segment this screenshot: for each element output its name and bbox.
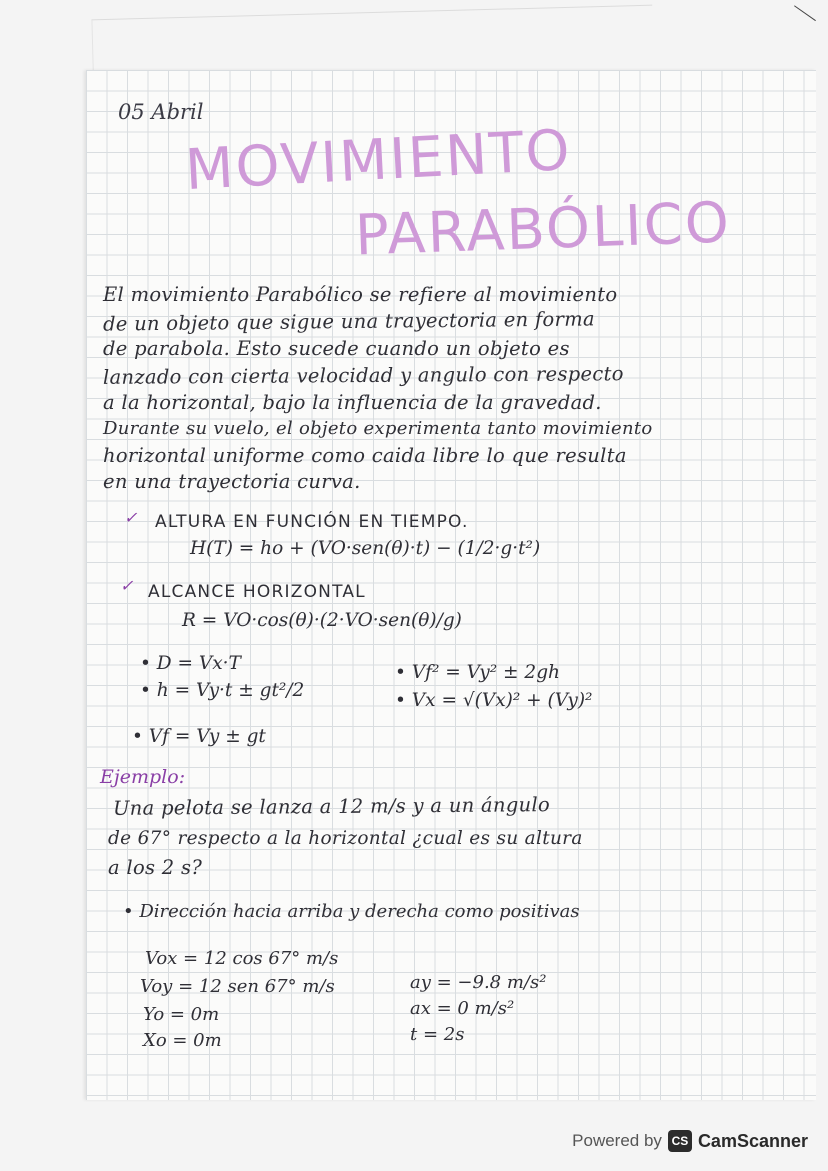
value-ay: ay = −9.8 m/s² xyxy=(410,972,547,993)
formula-final-velocity: • Vf = Vy ± gt xyxy=(132,726,266,747)
paragraph-line: horizontal uniforme como caida libre lo que resulta xyxy=(103,444,627,467)
paragraph-line: en una trayectoria curva. xyxy=(103,470,361,493)
paragraph-line: Durante su vuelo, el objeto experimenta tanto movimiento xyxy=(103,418,653,439)
check-mark: ✓ xyxy=(124,508,138,527)
value-voy: Voy = 12 sen 67° m/s xyxy=(140,976,335,997)
formula-velocity-x: • Vx = √(Vx)² + (Vy)² xyxy=(395,690,593,711)
formula-distance: • D = Vx·T xyxy=(140,653,241,674)
powered-by-label: Powered by xyxy=(572,1131,662,1150)
value-ax: ax = 0 m/s² xyxy=(410,998,515,1019)
formula-alcance: R = VO·cos(θ)·(2·VO·sen(θ)/g) xyxy=(182,610,462,631)
date: 05 Abril xyxy=(118,100,204,124)
camscanner-brand: CamScanner xyxy=(697,1130,808,1151)
section-heading-altura: ALTURA EN FUNCIÓN EN TIEMPO. xyxy=(155,512,469,532)
camscanner-watermark xyxy=(572,1122,808,1160)
example-label: Ejemplo: xyxy=(100,766,186,788)
camscanner-icon: CS xyxy=(668,1130,692,1152)
notebook-page-edge xyxy=(91,5,653,73)
example-line: de 67° respecto a la horizontal ¿cual es su altura xyxy=(108,828,583,849)
paragraph-line: a la horizontal, bajo la influencia de la gravedad. xyxy=(103,391,602,414)
formula-height: • h = Vy·t ± gt²/2 xyxy=(140,680,305,701)
check-mark: ✓ xyxy=(120,576,134,595)
example-line: Una pelota se lanza a 12 m/s y a un ángulo xyxy=(112,793,551,820)
title-line-1: MOVIMIENTO xyxy=(183,117,574,204)
paragraph-line: de un objeto que sigue una trayectoria en forma xyxy=(102,307,595,336)
value-vox: Vox = 12 cos 67° m/s xyxy=(145,948,339,969)
title-line-2: PARABÓLICO xyxy=(353,190,732,269)
paragraph-line: lanzado con cierta velocidad y angulo con respecto xyxy=(102,362,624,389)
paragraph-line: El movimiento Parabólico se refiere al movimiento xyxy=(103,283,618,306)
value-xo: Xo = 0m xyxy=(143,1030,222,1051)
formula-altura: H(T) = ho + (VO·sen(θ)·t) − (1/2·g·t²) xyxy=(190,538,541,559)
value-yo: Yo = 0m xyxy=(143,1004,220,1025)
section-heading-alcance: ALCANCE HORIZONTAL xyxy=(148,582,366,602)
paragraph-line: de parabola. Esto sucede cuando un objeto es xyxy=(103,337,570,360)
direction-note: • Dirección hacia arriba y derecha como positivas xyxy=(123,901,580,922)
formula-final-velocity-squared: • Vf² = Vy² ± 2gh xyxy=(395,662,560,683)
value-t: t = 2s xyxy=(410,1024,465,1045)
corner-mark xyxy=(794,0,824,21)
example-line: a los 2 s? xyxy=(108,856,203,879)
